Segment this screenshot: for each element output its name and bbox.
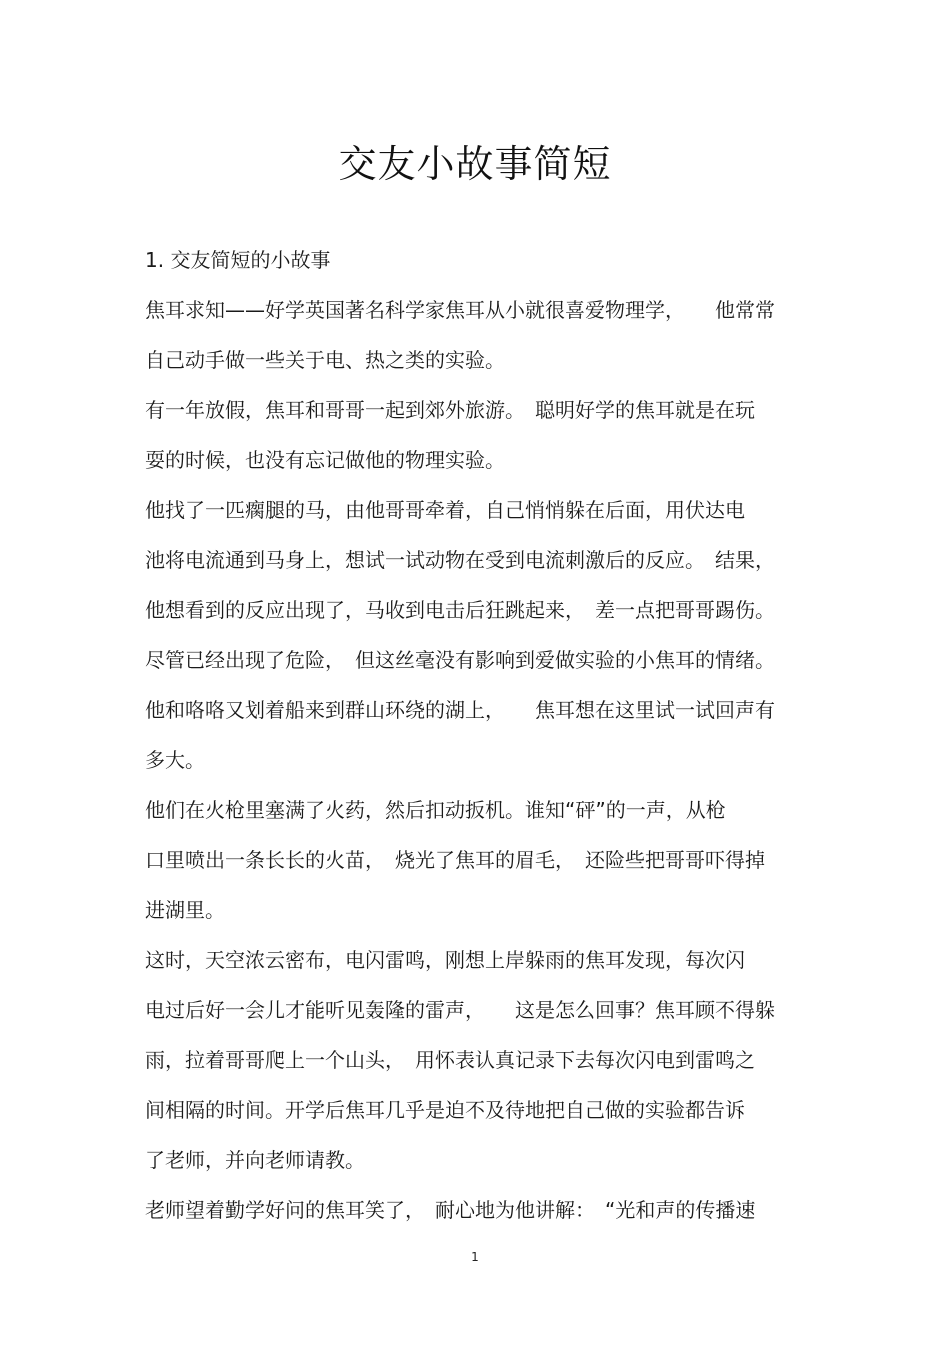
body-line: 尽管已经出现了危险， 但这丝毫没有影响到爱做实验的小焦耳的情绪。	[145, 648, 775, 672]
body-line: 他找了一匹瘸腿的马，由他哥哥牵着，自己悄悄躲在后面，用伏达电	[145, 498, 745, 522]
body-line: 耍的时候，也没有忘记做他的物理实验。	[145, 448, 505, 472]
body-line: 有一年放假，焦耳和哥哥一起到郊外旅游。 聪明好学的焦耳就是在玩	[145, 398, 755, 422]
body-line: 他想看到的反应出现了，马收到电击后狂跳起来， 差一点把哥哥踢伤。	[145, 598, 775, 622]
body-line: 自己动手做一些关于电、热之类的实验。	[145, 348, 505, 372]
body-line: 这时，天空浓云密布，电闪雷鸣，刚想上岸躲雨的焦耳发现，每次闪	[145, 948, 745, 972]
body-line: 他和咯咯又划着船来到群山环绕的湖上， 焦耳想在这里试一试回声有	[145, 698, 775, 722]
body-line: 了老师，并向老师请教。	[145, 1148, 365, 1172]
body-line: 池将电流通到马身上，想试一试动物在受到电流刺激后的反应。 结果，	[145, 548, 775, 572]
document-title: 交友小故事简短	[338, 142, 612, 186]
page-number: 1	[471, 1250, 479, 1264]
body-line: 进湖里。	[145, 898, 225, 922]
body-line: 焦耳求知——好学英国著名科学家焦耳从小就很喜爱物理学， 他常常	[145, 298, 775, 322]
body-line: 口里喷出一条长长的火苗， 烧光了焦耳的眉毛， 还险些把哥哥吓得掉	[145, 848, 765, 872]
section-heading: 1. 交友简短的小故事	[145, 248, 331, 272]
body-line: 电过后好一会儿才能听见轰隆的雷声， 这是怎么回事？焦耳顾不得躲	[145, 998, 775, 1022]
body-line: 雨，拉着哥哥爬上一个山头， 用怀表认真记录下去每次闪电到雷鸣之	[145, 1048, 755, 1072]
body-line: 他们在火枪里塞满了火药，然后扣动扳机。谁知“砰”的一声，从枪	[145, 798, 726, 822]
body-line: 间相隔的时间。开学后焦耳几乎是迫不及待地把自己做的实验都告诉	[145, 1098, 745, 1122]
body-line: 多大。	[145, 748, 205, 772]
body-line: 老师望着勤学好问的焦耳笑了， 耐心地为他讲解： “光和声的传播速	[145, 1198, 756, 1222]
